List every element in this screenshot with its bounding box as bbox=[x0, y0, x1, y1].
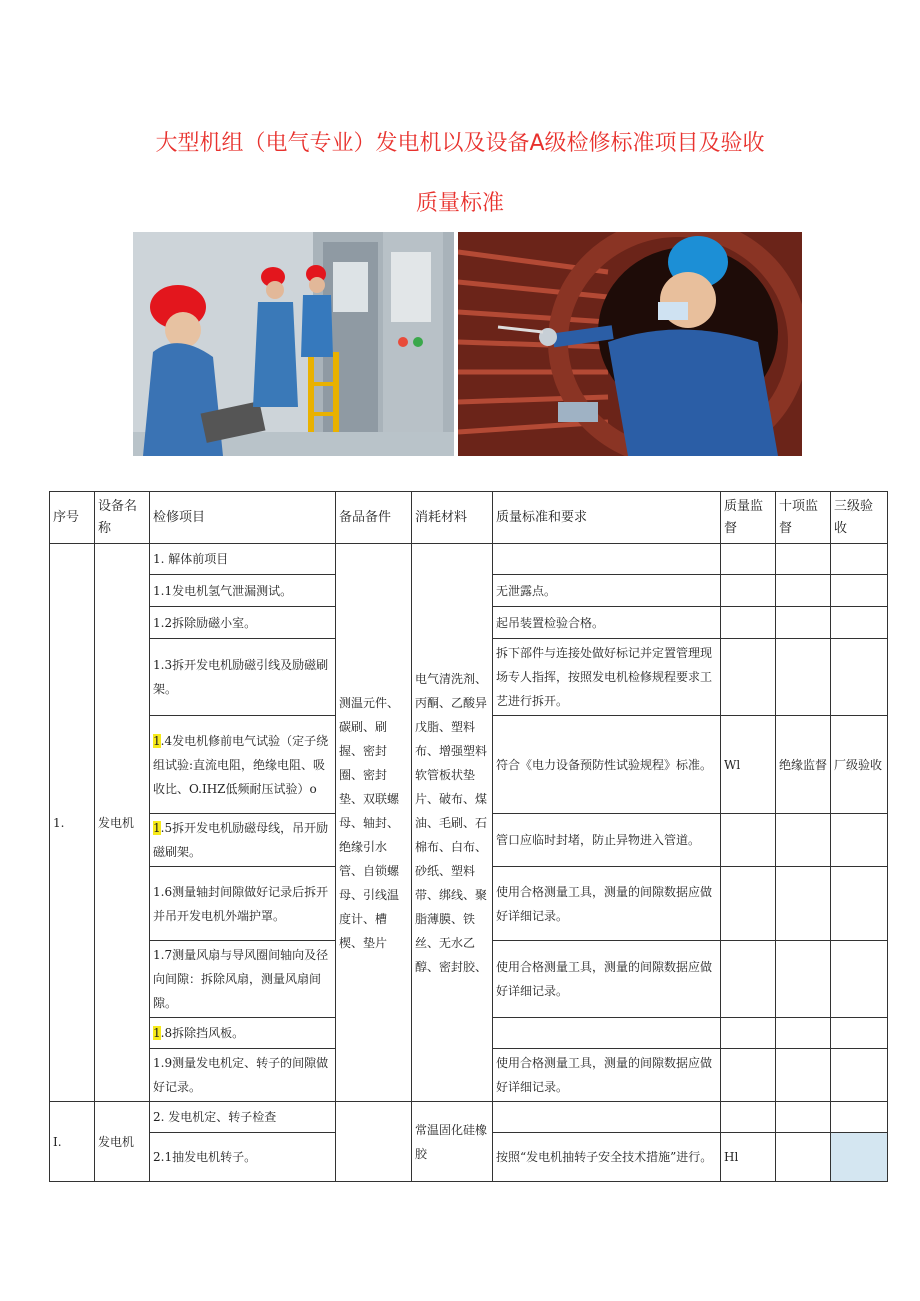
three-cell bbox=[831, 607, 888, 639]
item-text: 1. 解体前项目 bbox=[153, 552, 229, 566]
three-cell: 厂级验收 bbox=[831, 716, 888, 814]
header-ten: 十项监督 bbox=[776, 492, 831, 544]
ten-cell bbox=[776, 639, 831, 716]
quality-cell bbox=[721, 1102, 776, 1133]
ten-cell bbox=[776, 575, 831, 607]
standard-cell bbox=[493, 544, 721, 575]
item-highlight: 1 bbox=[153, 821, 161, 835]
item-text: .8拆除挡风板。 bbox=[160, 1026, 245, 1040]
standard-cell: 使用合格测量工具，测量的间隙数据应做好详细记录。 bbox=[493, 1049, 721, 1102]
header-item: 检修项目 bbox=[150, 492, 336, 544]
item-text: 1.7测量风扇与导风圈间轴向及径向间隙：拆除风扇，测量风扇间隙。 bbox=[153, 948, 329, 1010]
three-cell bbox=[831, 1049, 888, 1102]
standard-cell: 使用合格测量工具，测量的间隙数据应做好详细记录。 bbox=[493, 941, 721, 1018]
ten-cell bbox=[776, 867, 831, 941]
ten-cell bbox=[776, 544, 831, 575]
three-cell bbox=[831, 941, 888, 1018]
standard-cell bbox=[493, 1102, 721, 1133]
header-consumables: 消耗材料 bbox=[412, 492, 493, 544]
item-text: 1.3拆开发电机励磁引线及励磁刷架。 bbox=[153, 658, 329, 696]
three-cell bbox=[831, 1102, 888, 1133]
three-cell bbox=[831, 575, 888, 607]
three-cell bbox=[831, 1018, 888, 1049]
ten-cell bbox=[776, 814, 831, 867]
ten-cell bbox=[776, 941, 831, 1018]
ten-cell bbox=[776, 1133, 831, 1182]
ten-cell bbox=[776, 1018, 831, 1049]
quality-cell bbox=[721, 867, 776, 941]
ten-cell: 绝缘监督 bbox=[776, 716, 831, 814]
item-text: 1.2拆除励磁小室。 bbox=[153, 615, 257, 630]
photo-stator-inspection bbox=[458, 232, 802, 456]
quality-cell bbox=[721, 814, 776, 867]
quality-cell bbox=[721, 607, 776, 639]
three-cell bbox=[831, 639, 888, 716]
group2-seq: I. bbox=[50, 1102, 95, 1182]
item-text: 2. 发电机定、转子检查 bbox=[153, 1110, 277, 1124]
three-cell bbox=[831, 544, 888, 575]
standard-cell: 管口应临时封堵，防止异物进入管道。 bbox=[493, 814, 721, 867]
header-spares: 备品备件 bbox=[336, 492, 412, 544]
photo-control-room bbox=[133, 232, 454, 456]
three-cell bbox=[831, 867, 888, 941]
standard-cell: 使用合格测量工具，测量的间隙数据应做好详细记录。 bbox=[493, 867, 721, 941]
group2-consumables: 常温固化硅橡胶 bbox=[412, 1102, 493, 1182]
document-subtitle: 质量标准 bbox=[415, 191, 504, 216]
item-highlight: 1 bbox=[153, 733, 161, 748]
three-cell bbox=[831, 1133, 888, 1182]
quality-cell bbox=[721, 1018, 776, 1049]
quality-cell bbox=[721, 544, 776, 575]
ten-cell bbox=[776, 1049, 831, 1102]
ten-cell bbox=[776, 1102, 831, 1133]
item-text: 1.6测量轴封间隙做好记录后拆开并吊开发电机外端护罩。 bbox=[153, 884, 329, 923]
ten-cell bbox=[776, 607, 831, 639]
item-text: 1.9测量发电机定、转子的间隙做好记录。 bbox=[153, 1056, 329, 1094]
standard-cell: 拆下部件与连接处做好标记并定置管理现场专人指挥，按照发电机检修规程要求工艺进行拆开。 bbox=[493, 639, 721, 716]
header-three: 三级验收 bbox=[831, 492, 888, 544]
quality-cell: Wl bbox=[721, 716, 776, 814]
group1-spares: 测温元件、碳刷、刷握、密封圈、密封垫、双联螺母、轴封、绝缘引水管、自锁螺母、引线温度计、槽楔、垫片 bbox=[336, 544, 412, 1102]
item-text: .5拆开发电机励磁母线，吊开励磁刷架。 bbox=[153, 821, 329, 859]
header-standard: 质量标准和要求 bbox=[493, 492, 721, 544]
item-text: .4发电机修前电气试验（定子绕组试验:直流电阻，绝缘电阻、吸收比、O.IHZ低频耐压试验）o bbox=[153, 733, 329, 796]
standard-cell: 起吊装置检验合格。 bbox=[493, 607, 721, 639]
table-row bbox=[50, 1102, 888, 1133]
group2-equipment: 发电机 bbox=[95, 1102, 150, 1182]
header-equipment: 设备名称 bbox=[95, 492, 150, 544]
quality-cell bbox=[721, 1049, 776, 1102]
item-text: 2.1抽发电机转子。 bbox=[153, 1150, 257, 1164]
quality-cell: Hl bbox=[721, 1133, 776, 1182]
standard-cell: 按照“发电机抽转子安全技术措施”进行。 bbox=[493, 1133, 721, 1182]
item-text: 1.1发电机氢气泄漏测试。 bbox=[153, 583, 293, 598]
quality-cell bbox=[721, 639, 776, 716]
standard-cell: 符合《电力设备预防性试验规程》标准。 bbox=[493, 716, 721, 814]
header-row bbox=[50, 492, 888, 544]
standard-cell: 无泄露点。 bbox=[493, 575, 721, 607]
table-row bbox=[50, 544, 888, 575]
group2-spares bbox=[336, 1102, 412, 1182]
inspection-standard-table bbox=[49, 491, 888, 1182]
quality-cell bbox=[721, 941, 776, 1018]
document-title: 大型机组（电气专业）发电机以及设备A级检修标准项目及验收 bbox=[155, 131, 765, 156]
group1-seq: 1. bbox=[50, 544, 95, 1102]
quality-cell bbox=[721, 575, 776, 607]
item-highlight: 1 bbox=[153, 1026, 161, 1040]
header-quality: 质量监督 bbox=[721, 492, 776, 544]
standard-cell bbox=[493, 1018, 721, 1049]
three-cell bbox=[831, 814, 888, 867]
group1-consumables: 电气清洗剂、丙酮、乙酸异戊脂、塑料布、增强塑料软管板状垫片、破布、煤油、毛刷、石棉布、白布、砂纸、塑料带、绑线、聚脂薄膜、铁丝、无水乙醇、密封胶、 bbox=[412, 544, 493, 1102]
header-seq: 序号 bbox=[50, 492, 95, 544]
group1-equipment: 发电机 bbox=[95, 544, 150, 1102]
